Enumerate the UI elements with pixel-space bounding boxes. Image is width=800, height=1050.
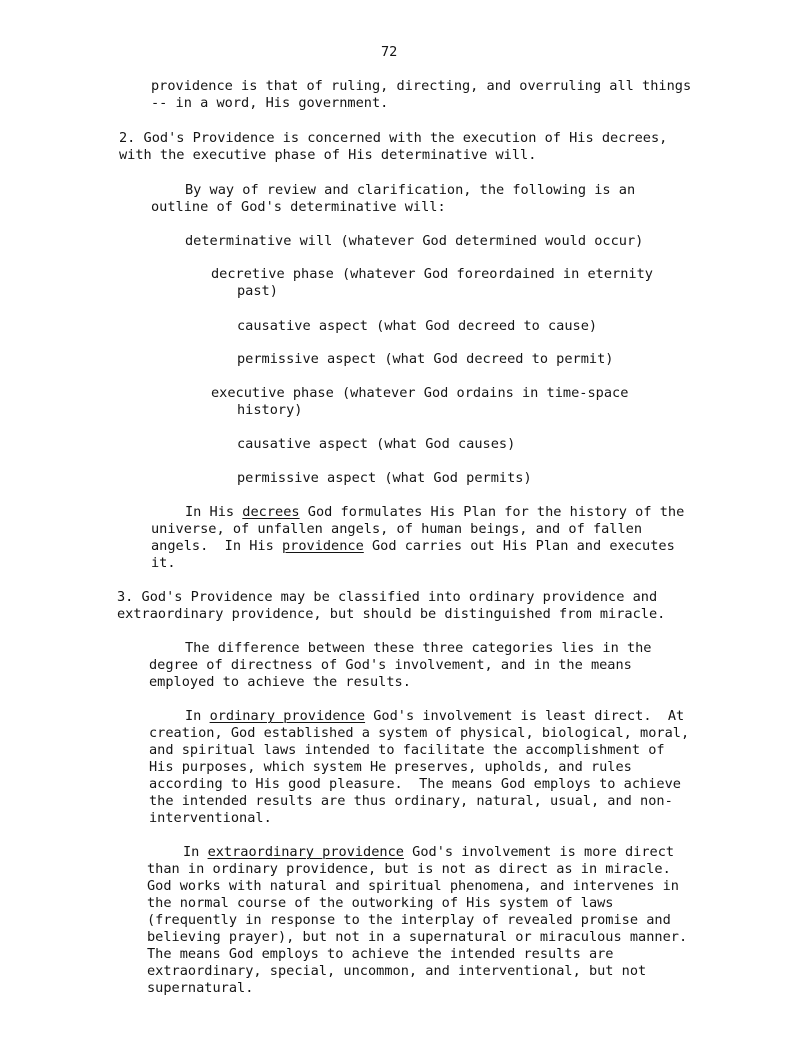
decrees-paragraph-line (151, 538, 675, 555)
difference-paragraph-line: The difference between these three categories lies in the (185, 640, 652, 656)
underlined-term-providence: providence (281, 538, 364, 554)
outline-executive-phase: history) (237, 402, 303, 418)
ordinary-paragraph-line: and spiritual laws intended to facilitate the accomplishment of (149, 742, 665, 758)
underlined-term-extraordinary-providence: extraordinary providence (207, 844, 404, 860)
review-paragraph-line: By way of review and clarification, the following is an (185, 182, 636, 198)
outline-executive-phase: executive phase (whatever God ordains in time-space (211, 385, 629, 401)
outline-executive-causative: causative aspect (what God causes) (237, 436, 516, 452)
underlined-term-decrees: decrees (242, 504, 300, 520)
underlined-term-ordinary-providence: ordinary providence (209, 708, 366, 724)
text-run: angels. In His (151, 538, 282, 554)
extraordinary-paragraph-line: believing prayer), but not in a supernatural or miraculous manner. (147, 929, 688, 945)
extraordinary-paragraph-line: The means God employs to achieve the intended results are (147, 946, 614, 962)
extraordinary-paragraph-line: (frequently in response to the interplay of revealed promise and (147, 912, 671, 928)
extraordinary-paragraph-line: the normal course of the outworking of His system of laws (147, 895, 614, 911)
point-3-heading: extraordinary providence, but should be distinguished from miracle. (117, 606, 666, 622)
outline-executive-permissive: permissive aspect (what God permits) (237, 470, 532, 486)
decrees-paragraph-line: it. (151, 555, 176, 571)
ordinary-paragraph-line: interventional. (149, 810, 272, 826)
outline-decretive-permissive: permissive aspect (what God decreed to permit) (237, 351, 614, 367)
extraordinary-paragraph-line: extraordinary, special, uncommon, and interventional, but not (147, 963, 647, 979)
difference-paragraph-line: employed to achieve the results. (149, 674, 411, 690)
review-paragraph-line: outline of God's determinative will: (151, 199, 446, 215)
point-2-heading: with the executive phase of His determinative will. (119, 147, 537, 163)
extraordinary-paragraph-line: God works with natural and spiritual phenomena, and intervenes in (147, 878, 679, 894)
point-2-heading: 2. God's Providence is concerned with the execution of His decrees, (119, 130, 668, 146)
point-3-heading: 3. God's Providence may be classified into ordinary providence and (117, 589, 658, 605)
page-number: 72 (381, 44, 398, 60)
intro-line: providence is that of ruling, directing, and overruling all things (151, 78, 692, 94)
text-run: In His (185, 504, 243, 520)
extraordinary-paragraph-line (183, 844, 674, 861)
outline-decretive-phase: decretive phase (whatever God foreordained in eternity (211, 266, 653, 282)
intro-line: -- in a word, His government. (151, 95, 389, 111)
outline-decretive-causative: causative aspect (what God decreed to cause) (237, 318, 598, 334)
text-run: God carries out His Plan and executes (363, 538, 675, 554)
ordinary-paragraph-line: creation, God established a system of physical, biological, moral, (149, 725, 690, 741)
text-run: God's involvement is least direct. At (365, 708, 685, 724)
text-run: In (183, 844, 208, 860)
text-run: God formulates His Plan for the history of the (299, 504, 685, 520)
text-run: God's involvement is more direct (403, 844, 675, 860)
decrees-paragraph-line: universe, of unfallen angels, of human beings, and of fallen (151, 521, 643, 537)
outline-determinative-will: determinative will (whatever God determined would occur) (185, 233, 644, 249)
ordinary-paragraph-line: according to His good pleasure. The means God employs to achieve (149, 776, 681, 792)
ordinary-paragraph-line: the intended results are thus ordinary, natural, usual, and non- (149, 793, 673, 809)
difference-paragraph-line: degree of directness of God's involvement, and in the means (149, 657, 632, 673)
outline-decretive-phase: past) (237, 283, 278, 299)
decrees-paragraph-line (185, 504, 684, 521)
text-run: In (185, 708, 210, 724)
extraordinary-paragraph-line: supernatural. (147, 980, 254, 996)
extraordinary-paragraph-line: than in ordinary providence, but is not as direct as in miracle. (147, 861, 671, 877)
ordinary-paragraph-line (185, 708, 684, 725)
ordinary-paragraph-line: His purposes, which system He preserves, upholds, and rules (149, 759, 632, 775)
